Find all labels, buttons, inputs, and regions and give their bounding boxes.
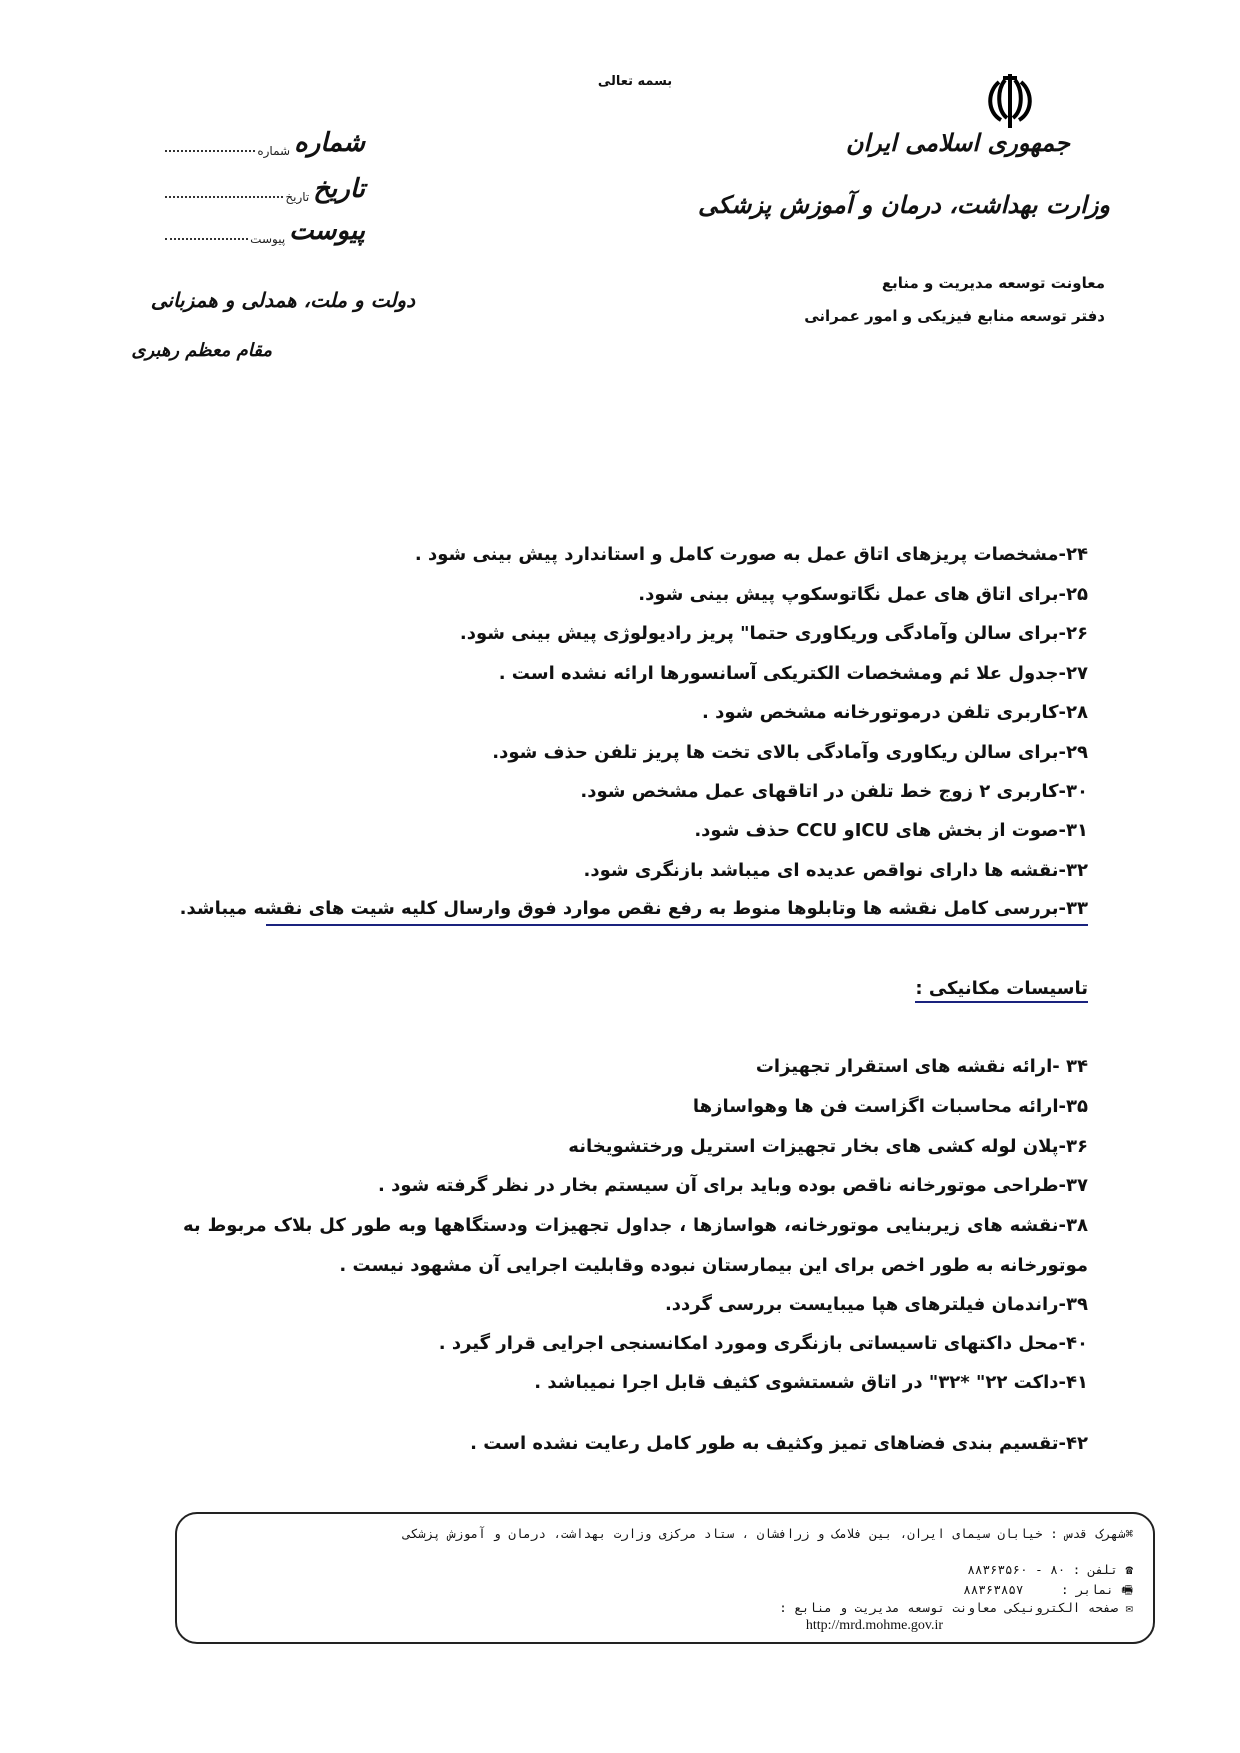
list-item: ۲۹-برای سالن ریکاوری وآمادگی بالای تخت ها پریز تلفن حذف شود. bbox=[492, 742, 1088, 763]
list-item: ۳۱-صوت از بخش های ICUو CCU حذف شود. bbox=[694, 820, 1088, 841]
footer-address bbox=[203, 1526, 1133, 1542]
list-item: ۳۷-طراحی موتورخانه ناقص بوده وباید برای آن سیستم بخار در نظر گرفته شود . bbox=[377, 1175, 1088, 1196]
phone-number: ۸۰ - ۸۸۳۶۳۵۶۰ bbox=[967, 1562, 1066, 1577]
fax-icon: 🖷 bbox=[1121, 1582, 1133, 1597]
footer-web bbox=[779, 1600, 1133, 1615]
mechanical-section-heading: تاسیسات مکانیکی : bbox=[915, 978, 1088, 1003]
list-item: ۲۷-جدول علا ئم ومشخصات الکتریکی آسانسورها ارائه نشده است . bbox=[498, 663, 1088, 684]
deputy-name: معاونت توسعه مدیریت و منابع bbox=[881, 274, 1105, 292]
list-item-underlined: ۳۳-بررسی کامل نقشه ها وتابلوها منوط به رفع نقص موارد فوق وارسال کلیه شیت های نقشه میباشد. bbox=[266, 896, 1088, 926]
list-item: ۴۰-محل داکتهای تاسیساتی بازنگری ومورد امکانسنجی اجرایی قرار گیرد . bbox=[438, 1333, 1088, 1354]
list-item: ۲۴-مشخصات پریزهای اتاق عمل به صورت کامل و استاندارد پیش بینی شود . bbox=[414, 544, 1088, 565]
list-item: ۳۲-نقشه ها دارای نواقص عدیده ای میباشد بازنگری شود. bbox=[583, 860, 1088, 881]
footer-address-text: شهرک قدس : خیابان سیمای ایران، بین فلامک و زرافشان ، ستاد مرکزی وزارت بهداشت، درمان و آموزش پزشکی bbox=[403, 1526, 1126, 1541]
envelope-icon: ✉ bbox=[1125, 1600, 1133, 1615]
attachment-small-label: پیوست bbox=[250, 232, 286, 246]
web-label: صفحه الکترونیکی معاونت توسعه مدیریت و منابع : bbox=[779, 1600, 1118, 1615]
list-item: ۲۶-برای سالن وآمادگی وریکاوری حتما" پریز رادیولوژی پیش بینی شود. bbox=[459, 623, 1088, 644]
date-small-label: تاریخ bbox=[285, 190, 310, 204]
attachment-label: پیوست bbox=[289, 216, 365, 246]
location-icon: ⌘ bbox=[1125, 1526, 1133, 1541]
slogan-attribution: مقام معظم رهبری bbox=[131, 340, 272, 361]
website-link[interactable]: http://mrd.mohme.gov.ir bbox=[805, 1618, 943, 1633]
list-item: ۳۸-نقشه های زیربنایی موتورخانه، هواسازها ، جداول تجهیزات ودستگاهها وبه طور کل بلاک مربوط به موتورخانه به طور اخص برای این بیمارستان نبوده وقابلیت اجرایی آن مشهود نیست . bbox=[183, 1215, 1088, 1276]
fax-label: نمابر : bbox=[1060, 1582, 1114, 1597]
attachment-field bbox=[165, 210, 365, 246]
list-item: ۳۹-راندمان فیلترهای هپا میبایست بررسی گردد. bbox=[664, 1294, 1088, 1315]
slogan-text: دولت و ملت، همدلی و همزبانی bbox=[150, 288, 415, 312]
footer-phone bbox=[967, 1562, 1133, 1577]
number-small-label: شماره bbox=[257, 144, 291, 158]
list-item: ۳۵-ارائه محاسبات اگزاست فن ها وهواسازها bbox=[692, 1096, 1088, 1117]
list-item: ۲۵-برای اتاق های عمل نگاتوسکوپ پیش بینی شود. bbox=[638, 584, 1088, 605]
list-item: ۳۴ -ارائه نقشه های استقرار تجهیزات bbox=[755, 1056, 1088, 1077]
date-dotted-line bbox=[165, 196, 283, 198]
list-item: ۴۱-داکت ۲۲" *۳۲" در اتاق شستشوی کثیف قابل اجرا نمیباشد . bbox=[534, 1372, 1088, 1393]
attachment-dotted-line bbox=[165, 238, 248, 240]
iran-emblem-icon bbox=[985, 72, 1035, 130]
list-item: ۳۰-کاربری ۲ زوج خط تلفن در اتاقهای عمل مشخص شود. bbox=[580, 781, 1088, 802]
office-name: دفتر توسعه منابع فیزیکی و امور عمرانی bbox=[804, 307, 1105, 325]
footer-contact-box bbox=[175, 1512, 1155, 1644]
number-label: شماره bbox=[294, 128, 365, 158]
bismillah-heading: بسمه تعالی bbox=[597, 74, 673, 89]
number-dotted-line bbox=[165, 150, 255, 152]
fax-number: ۸۸۳۶۳۸۵۷ bbox=[963, 1582, 1024, 1597]
phone-icon: ☎ bbox=[1125, 1562, 1133, 1577]
ministry-name-calligraphy: وزارت بهداشت، درمان و آموزش پزشکی bbox=[698, 190, 1110, 219]
footer-fax bbox=[963, 1581, 1133, 1602]
number-field bbox=[165, 122, 365, 158]
phone-label: تلفن : bbox=[1072, 1562, 1118, 1577]
list-item: ۲۸-کاربری تلفن درموتورخانه مشخص شود . bbox=[702, 702, 1088, 723]
list-item: ۴۲-تقسیم بندی فضاهای تمیز وکثیف به طور کامل رعایت نشده است . bbox=[470, 1433, 1088, 1454]
list-item: ۳۶-پلان لوله کشی های بخار تجهیزات استریل ورختشویخانه bbox=[568, 1136, 1088, 1157]
state-name-calligraphy: جمهوری اسلامی ایران bbox=[845, 128, 1070, 157]
date-label: تاریخ bbox=[313, 174, 365, 204]
date-field bbox=[165, 168, 365, 204]
